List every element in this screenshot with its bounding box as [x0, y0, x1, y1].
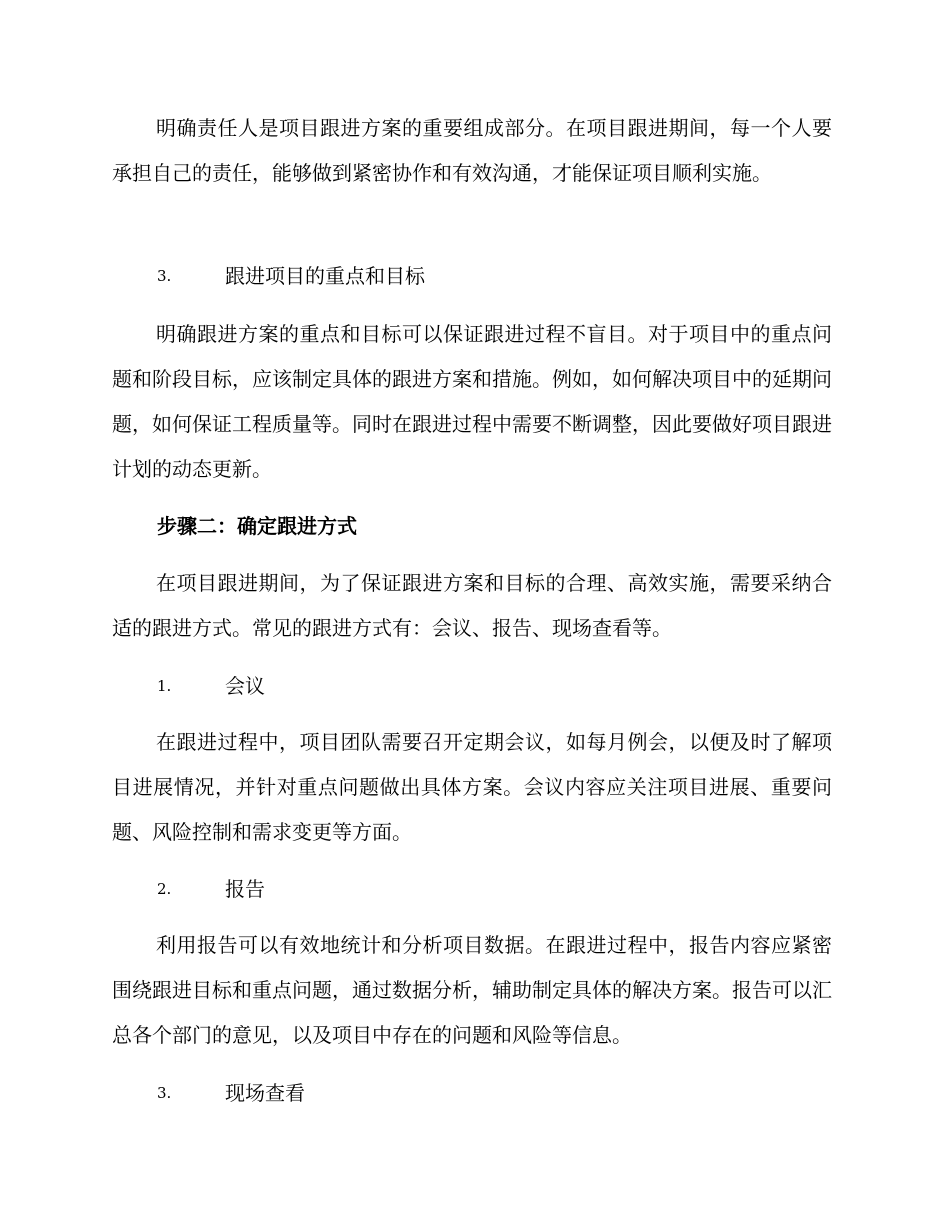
- paragraph-report: 利用报告可以有效地统计和分析项目数据。在跟进过程中，报告内容应紧密围绕跟进目标和重点问题，通过数据分析，辅助制定具体的解决方案。报告可以汇总各个部门的意见，以及项目中存在的问题和风险等信息。: [112, 933, 832, 1047]
- list-item-label: 会议: [225, 674, 265, 698]
- list-number: 3.: [157, 267, 172, 285]
- section-heading-step2: 步骤二：确定跟进方式: [157, 514, 357, 538]
- list-number: 2.: [157, 880, 172, 898]
- paragraph-focus-goals: 明确跟进方案的重点和目标可以保证跟进过程不盲目。对于项目中的重点问题和阶段目标，应该制定具体的跟进方案和措施。例如，如何解决项目中的延期问题，如何保证工程质量等。同时在跟进过程中需要不断调整，因此要做好项目跟进计划的动态更新。: [112, 322, 832, 481]
- list-item-focus-goals: [157, 254, 807, 299]
- paragraph-responsibility: 明确责任人是项目跟进方案的重要组成部分。在项目跟进期间，每一个人要承担自己的责任，能够做到紧密协作和有效沟通，才能保证项目顺利实施。: [112, 116, 832, 185]
- list-item-label: 报告: [225, 877, 265, 901]
- list-number: 3.: [157, 1084, 172, 1102]
- list-item-label: 跟进项目的重点和目标: [225, 264, 425, 288]
- list-item-label: 现场查看: [225, 1081, 305, 1105]
- list-item-report: [157, 867, 807, 912]
- list-item-meeting: [157, 664, 807, 709]
- list-item-onsite: [157, 1071, 807, 1116]
- paragraph-meeting: 在跟进过程中，项目团队需要召开定期会议，如每月例会，以便及时了解项目进展情况，并针对重点问题做出具体方案。会议内容应关注项目进展、重要问题、风险控制和需求变更等方面。: [112, 730, 832, 844]
- paragraph-tracking-methods: 在项目跟进期间，为了保证跟进方案和目标的合理、高效实施，需要采纳合适的跟进方式。常见的跟进方式有：会议、报告、现场查看等。: [112, 571, 832, 640]
- list-number: 1.: [157, 677, 172, 695]
